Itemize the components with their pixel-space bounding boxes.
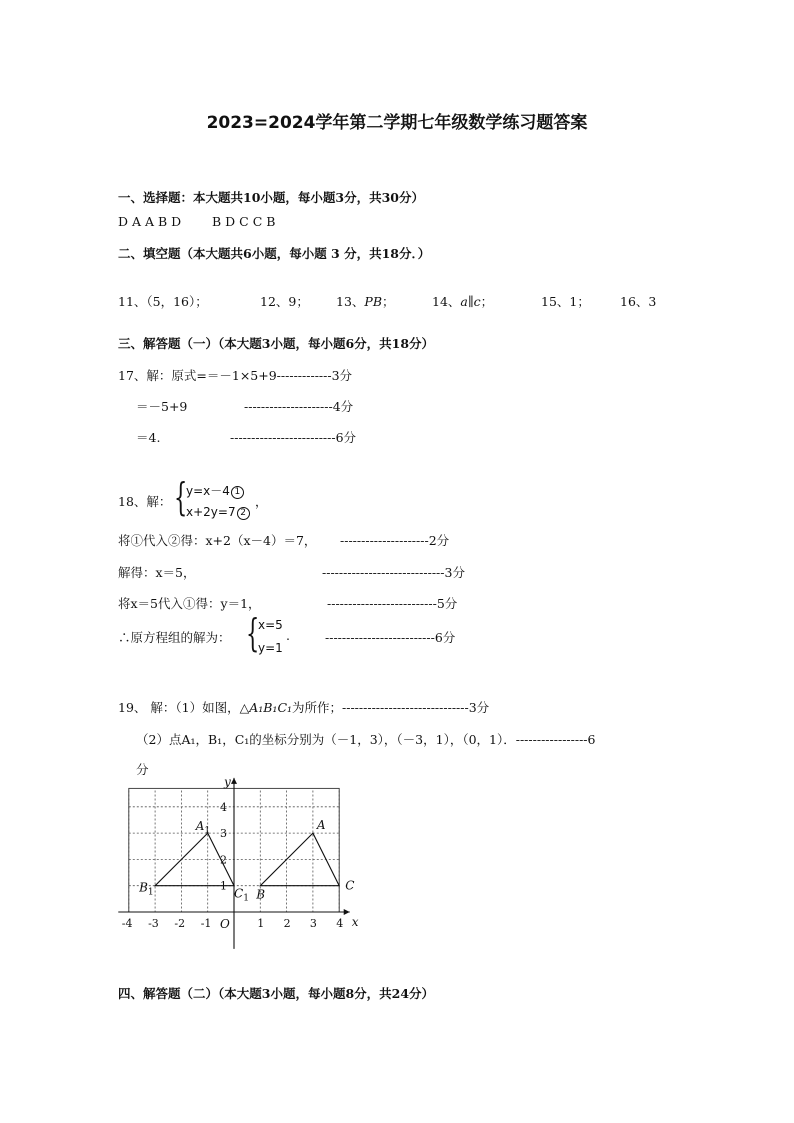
q18-label: 18、解： — [118, 494, 172, 509]
q18-solution-period: . — [286, 628, 290, 643]
fill-answer-13: 13、PB； — [336, 294, 395, 309]
vertex-label-b: B — [256, 887, 266, 902]
x-axis-arrow-icon — [344, 909, 350, 915]
q18-line3: 将x＝5代入①得：y＝1， — [118, 596, 261, 611]
q18-system-brace: { — [174, 475, 188, 519]
origin-label: O — [220, 917, 230, 931]
choice-answers-1-5: D A A B D — [118, 214, 182, 229]
q18-line3-score: --------------------------5分 — [327, 596, 458, 611]
triangle-abc — [260, 833, 339, 886]
y-tick-label: 2 — [220, 853, 227, 867]
q17-line2: ＝－5+9 — [136, 399, 188, 414]
q17-line1: 17、解：原式=＝－1×5+9-------------3分 — [118, 368, 353, 383]
y-axis-label: y — [224, 774, 231, 789]
y-axis-arrow-icon — [231, 778, 237, 784]
y-tick-label: 3 — [220, 827, 227, 841]
vertex-label-a1: $A_1$ — [195, 819, 211, 837]
fill-answer-12: 12、9； — [260, 294, 309, 309]
vertex-label-c: C — [345, 878, 355, 893]
q18-equation-2: x+2y=7 2 — [186, 505, 251, 520]
circled-2-icon: 2 — [237, 507, 250, 520]
fill-answer-15: 15、1； — [541, 294, 590, 309]
q18-solution-x: x=5 — [258, 618, 283, 632]
q18-line4: ∴原方程组的解为： — [118, 630, 231, 645]
fill-answer-16: 16、3 — [620, 294, 657, 309]
x-tick-label: -2 — [174, 917, 186, 930]
fill-answer-14: 14、a∥c； — [432, 294, 494, 309]
q19-line3: 分 — [136, 762, 149, 777]
x-tick-label: -1 — [200, 917, 212, 930]
q18-line4-score: --------------------------6分 — [325, 630, 456, 645]
x-axis-label: x — [351, 915, 359, 929]
x-tick-label: 3 — [309, 917, 317, 930]
q19-line2: （2）点A₁，B₁，C₁的坐标分别为（－1，3），（－3，1），（0，1）．-----------------6 — [136, 732, 596, 747]
page-title: 2023=2024学年第二学期七年级数学练习题答案 — [206, 113, 588, 133]
coordinate-figure — [110, 774, 360, 958]
q18-line2: 解得：x＝5， — [118, 565, 196, 580]
choice-answers-6-10: B D C C B — [212, 214, 276, 229]
section3-heading: 三、解答题（一）（本大题3小题，每小题6分，共18分） — [118, 336, 435, 351]
section2-heading: 二、填空题（本大题共6小题，每小题 3 分，共18分．） — [118, 246, 431, 261]
x-tick-label: 1 — [257, 917, 265, 930]
q19-line1: 19、 解：（1）如图，△A₁B₁C₁为所作；------------------------------3分 — [118, 700, 490, 715]
vertex-label-a: A — [316, 818, 326, 833]
x-tick-label: 4 — [336, 917, 344, 930]
q18-line1: 将①代入②得：x+2（x－4）＝7， — [118, 533, 317, 548]
vertex-label-c1: $C_1$ — [234, 886, 249, 904]
section1-heading: 一、选择题：本大题共10小题，每小题3分，共30分） — [118, 190, 424, 205]
y-tick-label: 4 — [220, 800, 227, 814]
q17-line3-score: -------------------------6分 — [230, 430, 357, 445]
x-tick-label: -4 — [121, 917, 133, 930]
q18-comma: ， — [255, 494, 268, 509]
q17-line2-score: ---------------------4分 — [244, 399, 354, 414]
y-tick-label: 1 — [220, 879, 227, 893]
x-tick-label: -3 — [148, 917, 159, 930]
section4-heading: 四、解答题（二）（本大题3小题，每小题8分，共24分） — [118, 986, 435, 1001]
q18-solution-y: y=1 — [258, 641, 283, 655]
fill-answer-11: 11、（5，16）； — [118, 294, 208, 309]
x-tick-label: 2 — [283, 917, 291, 930]
q18-solution-brace: { — [246, 611, 260, 655]
q18-line2-score: -----------------------------3分 — [322, 565, 465, 580]
circled-1-icon: 1 — [231, 486, 244, 499]
vertex-label-b1: $B_1$ — [139, 880, 154, 898]
q17-line3: ＝4. — [136, 430, 161, 445]
q18-equation-1: y=x－4 1 — [186, 482, 245, 499]
q18-line1-score: ---------------------2分 — [340, 533, 450, 548]
